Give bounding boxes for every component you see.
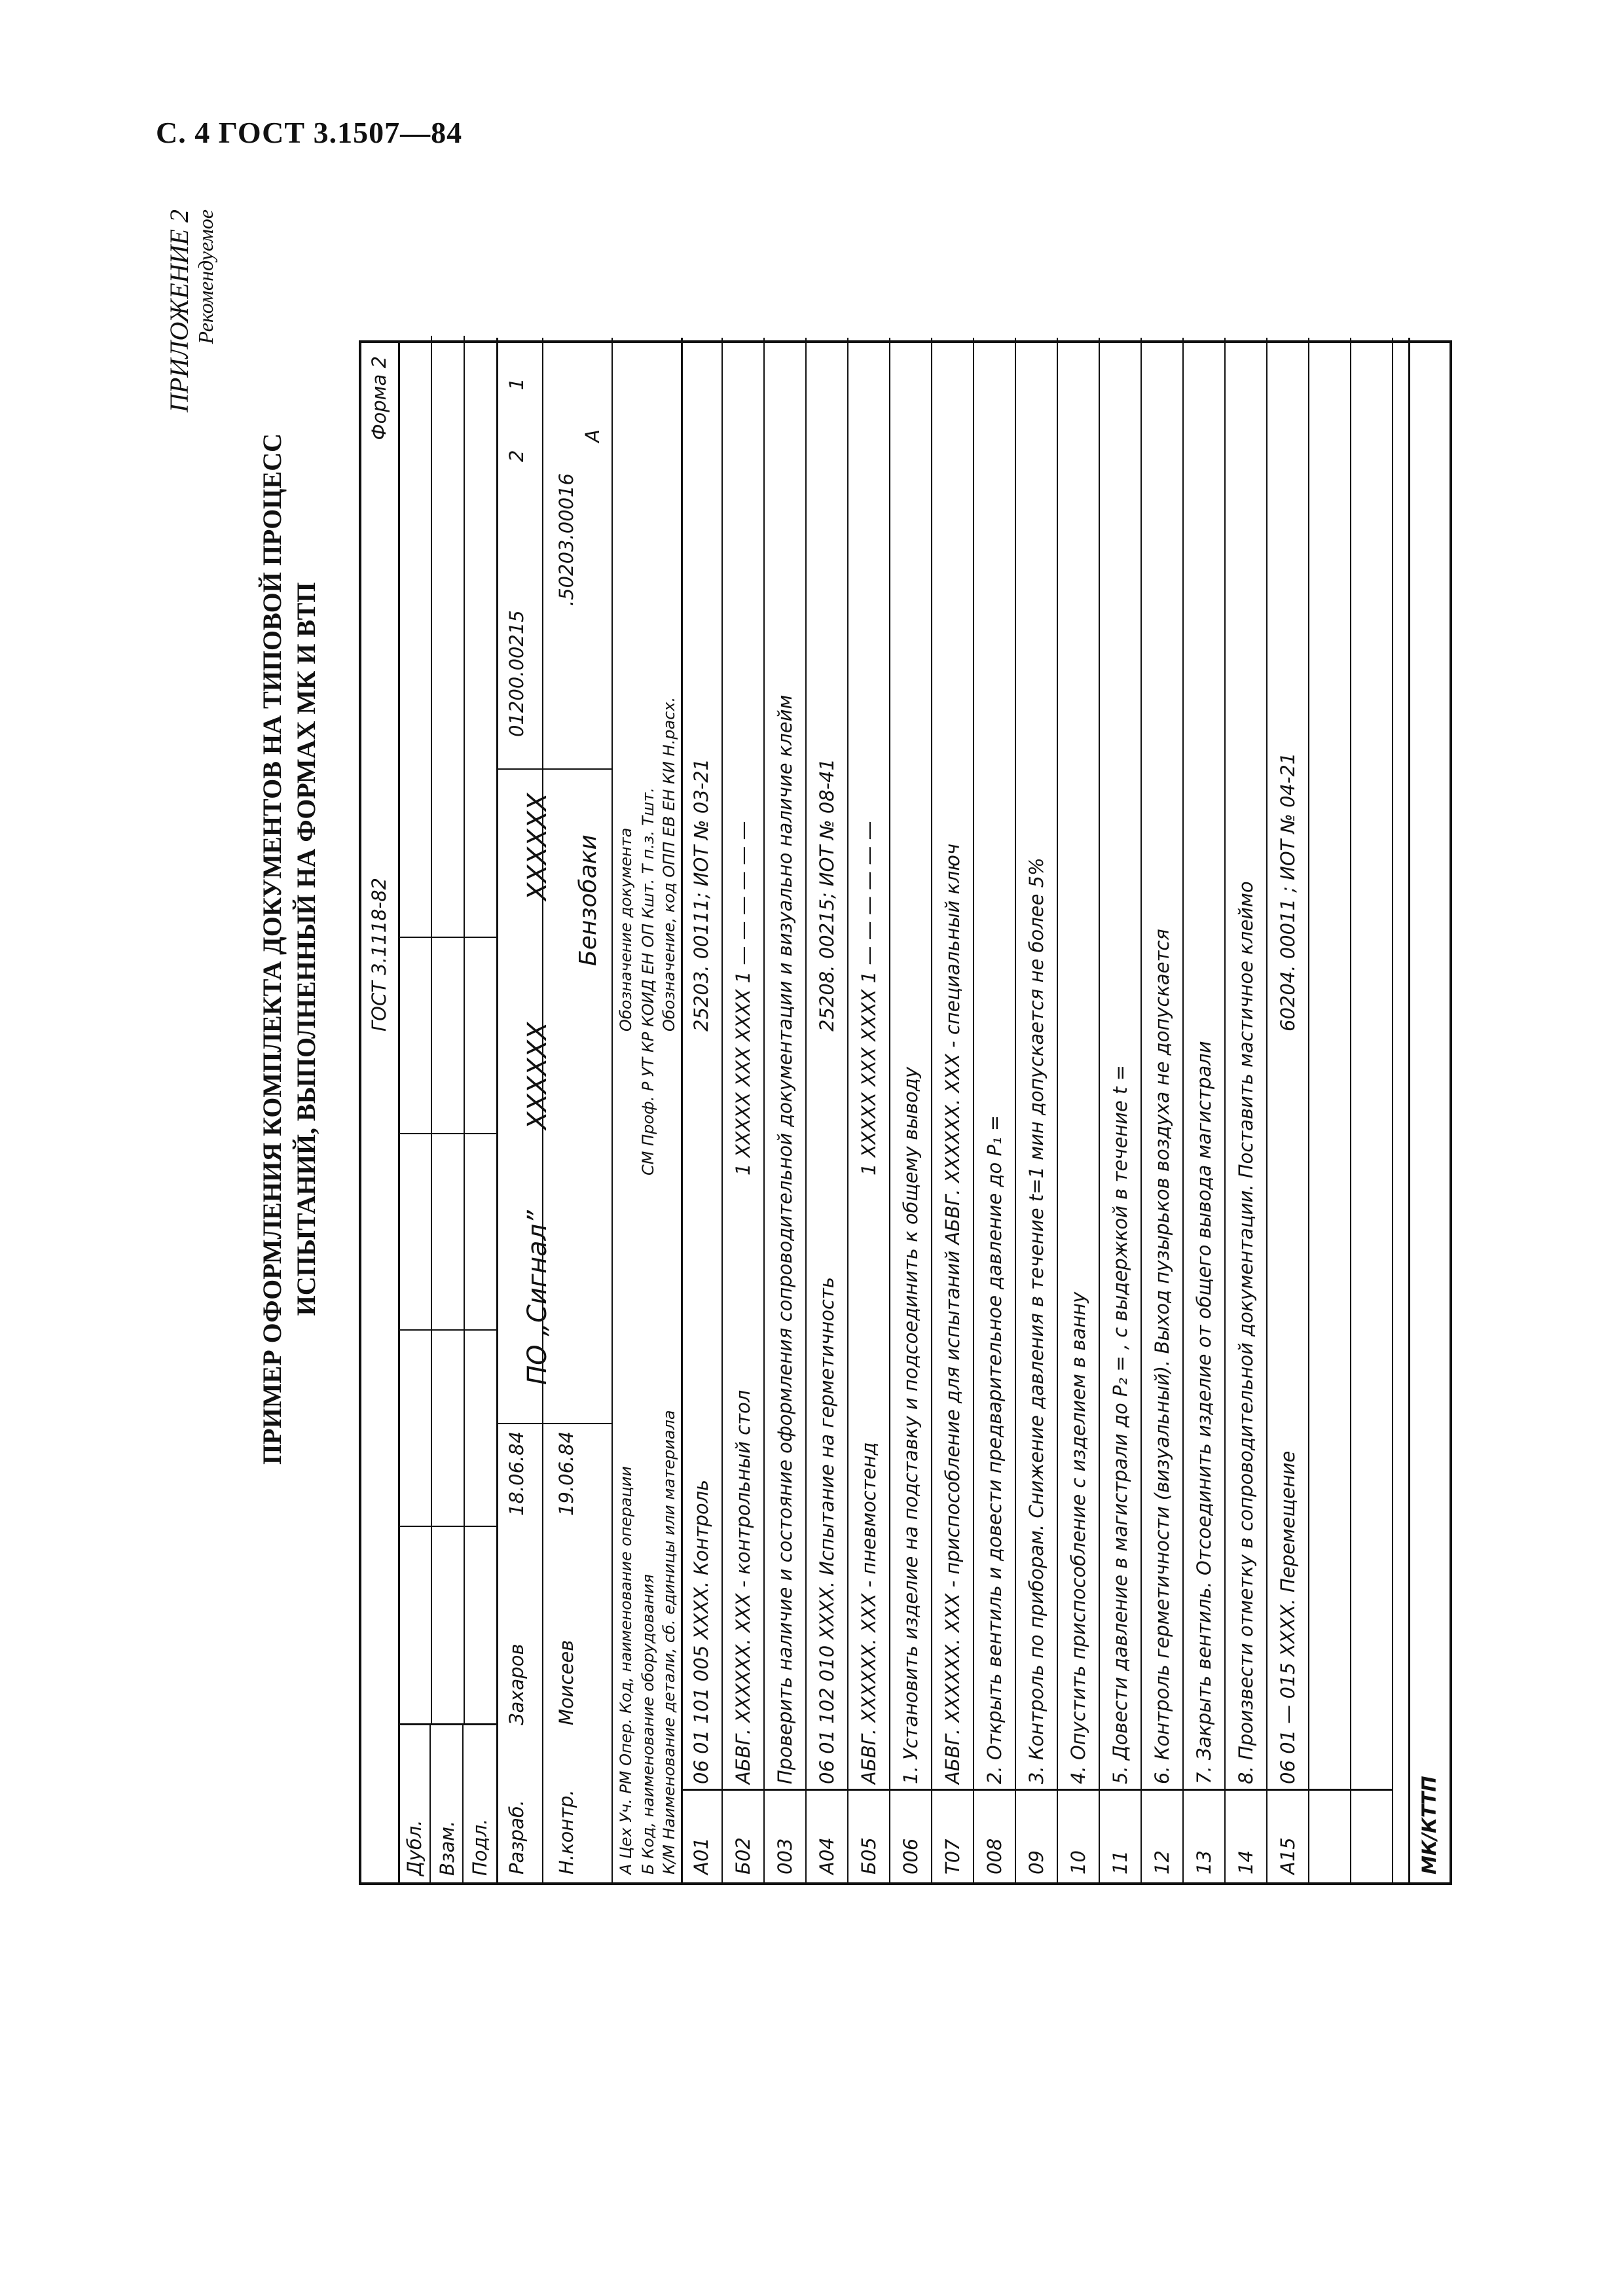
- row-code: А04: [816, 1837, 838, 1874]
- table-row: [848, 338, 890, 1882]
- sig-row-vzam: [431, 1725, 464, 1882]
- row-text: 2. Открыть вентиль и довести предварительное давление до P₁ =: [983, 1115, 1006, 1784]
- row-text: Проверить наличие и состояние оформления сопроводительной документации и визуально наличие клейм: [774, 694, 796, 1784]
- header-row-a: А Цех Уч. РМ Опер. Код, наименование операции: [617, 1466, 635, 1874]
- form-frame: [359, 340, 1452, 1885]
- table-row: [1100, 338, 1142, 1882]
- table-row: [974, 338, 1016, 1882]
- table-row: [1016, 338, 1058, 1882]
- row-code: 10: [1067, 1850, 1089, 1874]
- nkontr-date: 19.06.84: [555, 1431, 577, 1516]
- table-row: [932, 338, 974, 1882]
- table-row: [1184, 338, 1226, 1882]
- table-row: [1226, 338, 1267, 1882]
- razrab-name: Захаров: [505, 1643, 528, 1725]
- row-right: 60204. 00011 ; ИОТ № 04-21: [1277, 752, 1299, 1031]
- route-card-form: [359, 340, 1452, 1885]
- table-row: [681, 338, 723, 1882]
- header-row-b: Б Код, наименование оборудования: [639, 1574, 657, 1874]
- row-right: 25203. 00111; ИОТ № 03-21: [690, 758, 712, 1031]
- gost-label: ГОСТ 3.1118-82: [368, 877, 390, 1031]
- heading-line-1: ПРИМЕР ОФОРМЛЕНИЯ КОМПЛЕКТА ДОКУМЕНТОВ НА ТИПОВОЙ ПРОЦЕСС: [257, 433, 287, 1465]
- nkontr-name: Моисеев: [555, 1640, 577, 1725]
- row-code: 008: [983, 1838, 1006, 1874]
- row-code: 12: [1151, 1850, 1173, 1874]
- row-text: АБВГ. XXXXXX. XXX - приспособление для испытаний АБВГ. XXXXXX. XXX - специальный ключ: [941, 843, 964, 1784]
- row-text: 4. Опустить приспособление с изделием в ванну: [1067, 1291, 1089, 1784]
- row-right: 1 XXXXX XXX XXXX 1 — — — — — —: [858, 821, 880, 1175]
- row-code: 13: [1193, 1850, 1215, 1874]
- table-row: [1267, 338, 1309, 1882]
- sig-label: Дубл.: [403, 1820, 426, 1876]
- page-header: С. 4 ГОСТ 3.1507—84: [156, 116, 463, 149]
- row-code: 003: [774, 1838, 796, 1874]
- row-code: Б02: [732, 1837, 754, 1874]
- row-text: 3. Контроль по приборам. Снижение давления в течение t=1 мин допускается не более 5%: [1025, 857, 1048, 1784]
- org-name: ПО „Сигнал”: [522, 1210, 553, 1385]
- row-code: 11: [1109, 1850, 1131, 1874]
- razrab-date: 18.06.84: [505, 1431, 528, 1516]
- row-text: 06 01 101 005 XXXX. Контроль: [690, 1479, 712, 1784]
- nkontr-label: Н.контр.: [555, 1789, 577, 1874]
- row-code: Т07: [941, 1839, 964, 1874]
- product-name: Бензобаки: [575, 834, 602, 966]
- row-text: 1. Установить изделие на подставку и подсоединить к общему выводу: [900, 1067, 922, 1784]
- row-text: АБВГ. XXXXXX. XXX - пневмостенд: [858, 1442, 880, 1784]
- row-right: 25208. 00215; ИОТ № 08-41: [816, 758, 838, 1031]
- letter: А: [581, 429, 604, 442]
- header-row-km: К/М Наименование детали, сб. единицы или материала: [660, 1410, 678, 1874]
- table-row: [723, 338, 765, 1882]
- footer-label: МК/КТТП: [1418, 1776, 1440, 1874]
- form-footer: [1408, 338, 1450, 1882]
- row-code: 09: [1025, 1850, 1048, 1874]
- table-row: [1309, 338, 1351, 1882]
- header-row-km-right: Обозначение, код ОПП ЕВ ЕН КИ Н.расх.: [660, 696, 678, 1031]
- header-row-a-right: Обозначение документа: [617, 827, 635, 1031]
- sig-grid: [398, 336, 496, 1725]
- row-right: 1 XXXXX XXX XXXX 1 — — — — — —: [732, 821, 754, 1175]
- row-text: 8. Произвести отметку в сопроводительной документации. Поставить мастичное клеймо: [1235, 881, 1257, 1784]
- heading-line-2: ИСПЫТАНИЙ, ВЫПОЛНЕННЫЙ НА ФОРМАХ МК И ВТП: [291, 582, 321, 1316]
- doc-code-2: XXXXXX: [522, 793, 553, 901]
- table-row: [890, 338, 932, 1882]
- row-text: 6. Контроль герметичности (визуальный). Выход пузырьков воздуха не допускается: [1151, 929, 1173, 1784]
- table-row: [1058, 338, 1100, 1882]
- sig-row-podl: [464, 1725, 495, 1882]
- sig-row-dubl: [398, 1725, 431, 1882]
- appendix-subtitle: Рекомендуемое: [194, 209, 217, 344]
- doc-number: 01200.00215: [505, 610, 528, 737]
- table-row: [1142, 338, 1184, 1882]
- product-code: .50203.00016: [555, 473, 577, 606]
- row-code: Б05: [858, 1837, 880, 1874]
- table-row: [765, 338, 807, 1882]
- row-text: АБВГ. XXXXXX. XXX - контрольный стол: [732, 1390, 754, 1784]
- form-top-band: [361, 343, 400, 1882]
- row-code: А01: [690, 1837, 712, 1874]
- row-code: 006: [900, 1838, 922, 1874]
- row-text: 06 01 102 010 XXXX. Испытание на герметичность: [816, 1277, 838, 1784]
- row-code: А15: [1277, 1837, 1299, 1874]
- sheets-total: 1: [505, 378, 528, 390]
- razrab-label: Разраб.: [505, 1800, 528, 1874]
- header-row-b-right: СМ Проф. Р УТ КР КОИД ЕН ОП Кшт. Т п.з. Тшт.: [639, 787, 657, 1175]
- row-text: 06 01 — 015 XXXX. Перемещение: [1277, 1450, 1299, 1784]
- operation-rows: [681, 338, 1393, 1882]
- row-text: 5. Довести давление в магистрали до P₂ = , с выдержкой в течение t =: [1109, 1065, 1131, 1784]
- signature-block: [398, 338, 498, 1882]
- doc-code: XXXXXX: [522, 1022, 553, 1130]
- row-code: 14: [1235, 1850, 1257, 1874]
- header-block: [496, 338, 683, 1882]
- sig-label: Подл.: [469, 1818, 491, 1876]
- table-row: [807, 338, 848, 1882]
- sheet-number: 2: [505, 450, 528, 462]
- sig-label: Взам.: [436, 1820, 458, 1876]
- appendix-title: ПРИЛОЖЕНИЕ 2: [164, 209, 194, 412]
- table-row: [1351, 338, 1393, 1882]
- row-text: 7. Закрыть вентиль. Отсоединить изделие от общего вывода магистрали: [1193, 1041, 1215, 1784]
- document-heading: [255, 249, 323, 1649]
- form-number: Форма 2: [368, 356, 390, 440]
